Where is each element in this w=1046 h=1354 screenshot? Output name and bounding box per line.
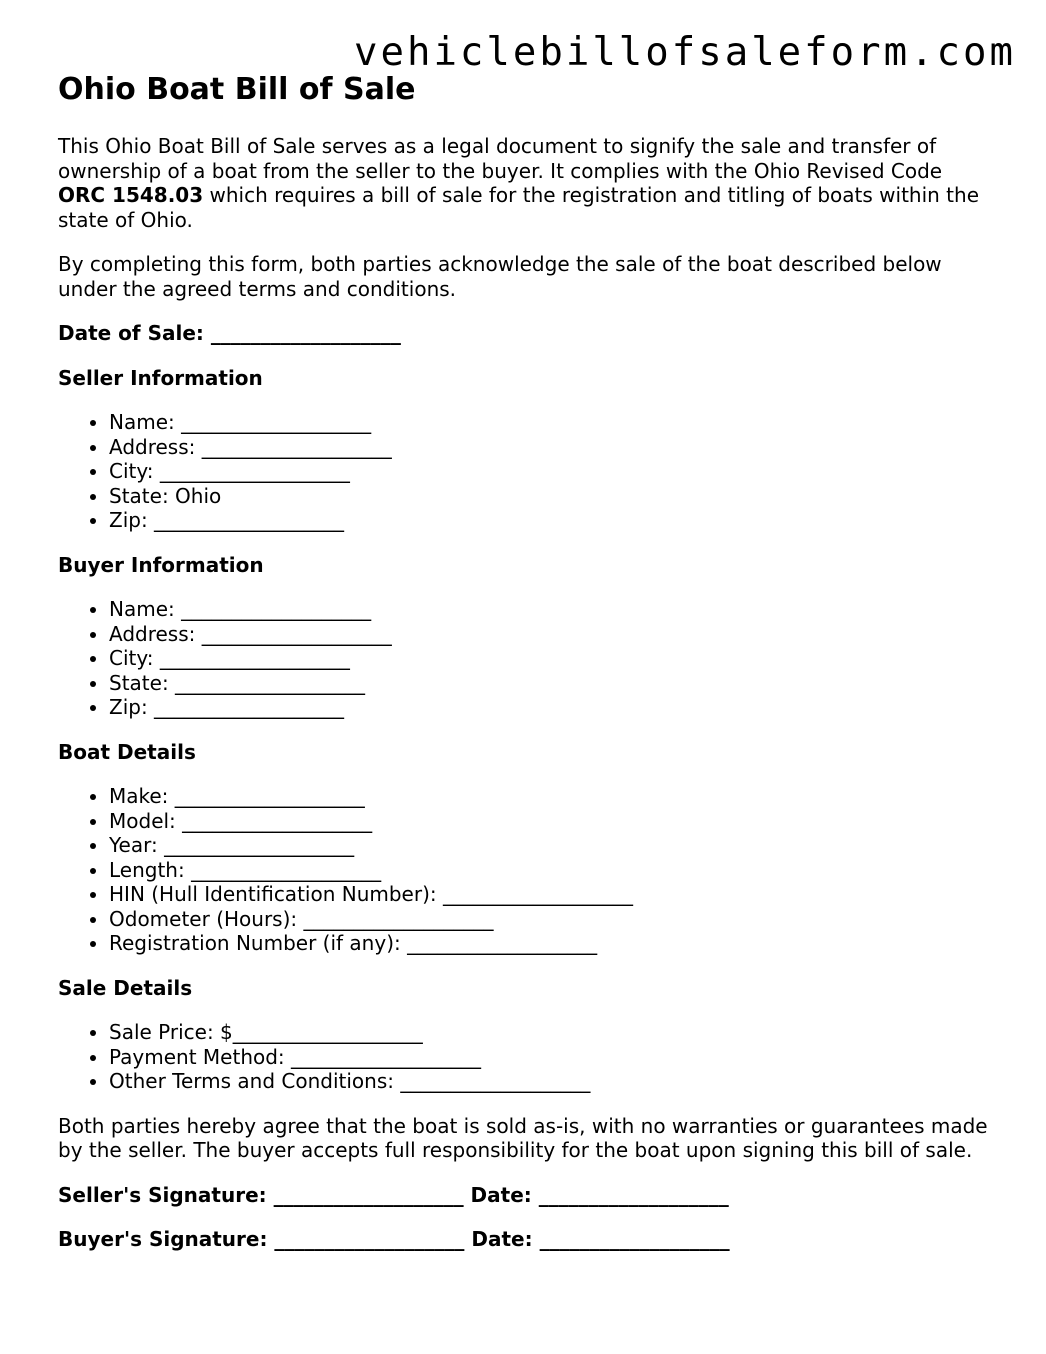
buyer-name-field[interactable]: • Name: ___________________ [109,597,988,622]
seller-list [58,410,988,533]
buyer-state-field[interactable]: • State: ___________________ [109,671,988,696]
seller-zip-field[interactable]: • Zip: ___________________ [109,508,988,533]
sale-list [58,1020,988,1094]
other-terms-field[interactable]: • Other Terms and Conditions: ___________________ [109,1069,988,1094]
buyer-list [58,597,988,720]
intro-text-2: which requires a bill of sale for the registration and titling of boats within the state of Ohio. [58,183,979,232]
boat-heading: Boat Details [58,739,196,764]
seller-address-field[interactable]: • Address: ___________________ [109,435,988,460]
seller-city-field[interactable]: • City: ___________________ [109,459,988,484]
intro-paragraph [58,134,988,232]
boat-model-field[interactable]: • Model: ___________________ [109,809,988,834]
bill-of-sale-document [58,72,988,1272]
buyer-address-field[interactable]: • Address: ___________________ [109,622,988,647]
boat-list [58,784,988,956]
sale-price-field[interactable]: • Sale Price: $___________________ [109,1020,988,1045]
boat-make-field[interactable]: • Make: ___________________ [109,784,988,809]
seller-state-field: • State: Ohio [109,484,988,509]
boat-length-field[interactable]: • Length: ___________________ [109,858,988,883]
seller-signature-line[interactable]: Seller's Signature: ___________________ Date: ___________________ [58,1182,729,1207]
sale-heading: Sale Details [58,975,193,1000]
seller-name-field[interactable]: • Name: ___________________ [109,410,988,435]
payment-method-field[interactable]: • Payment Method: ___________________ [109,1045,988,1070]
intro-code: ORC 1548.03 [58,183,204,207]
intro-text-1: This Ohio Boat Bill of Sale serves as a legal document to signify the sale and transfer of ownership of a boat from the seller to the buyer. It complies with the Ohio Revised Code [58,134,943,183]
acknowledge-paragraph: By completing this form, both parties acknowledge the sale of the boat described below under the agreed terms and conditions. [58,252,942,301]
boat-year-field[interactable]: • Year: ___________________ [109,833,988,858]
as-is-paragraph: Both parties hereby agree that the boat is sold as-is, with no warranties or guarantees made by the seller. The buyer accepts full responsibility for the boat upon signing this bill of sale. [58,1113,988,1162]
site-watermark: vehiclebillofsaleform.com [354,30,1016,75]
boat-registration-field[interactable]: • Registration Number (if any): ___________________ [109,931,988,956]
buyer-signature-line[interactable]: Buyer's Signature: ___________________ Date: ___________________ [58,1227,730,1251]
buyer-zip-field[interactable]: • Zip: ___________________ [109,695,988,720]
page-title: Ohio Boat Bill of Sale [58,72,416,107]
boat-hin-field[interactable]: • HIN (Hull Identification Number): ___________________ [109,882,988,907]
buyer-heading: Buyer Information [58,552,264,577]
buyer-city-field[interactable]: • City: ___________________ [109,646,988,671]
boat-odometer-field[interactable]: • Odometer (Hours): ___________________ [109,907,988,932]
date-of-sale-field[interactable]: Date of Sale: ___________________ [58,321,401,345]
seller-heading: Seller Information [58,365,263,390]
